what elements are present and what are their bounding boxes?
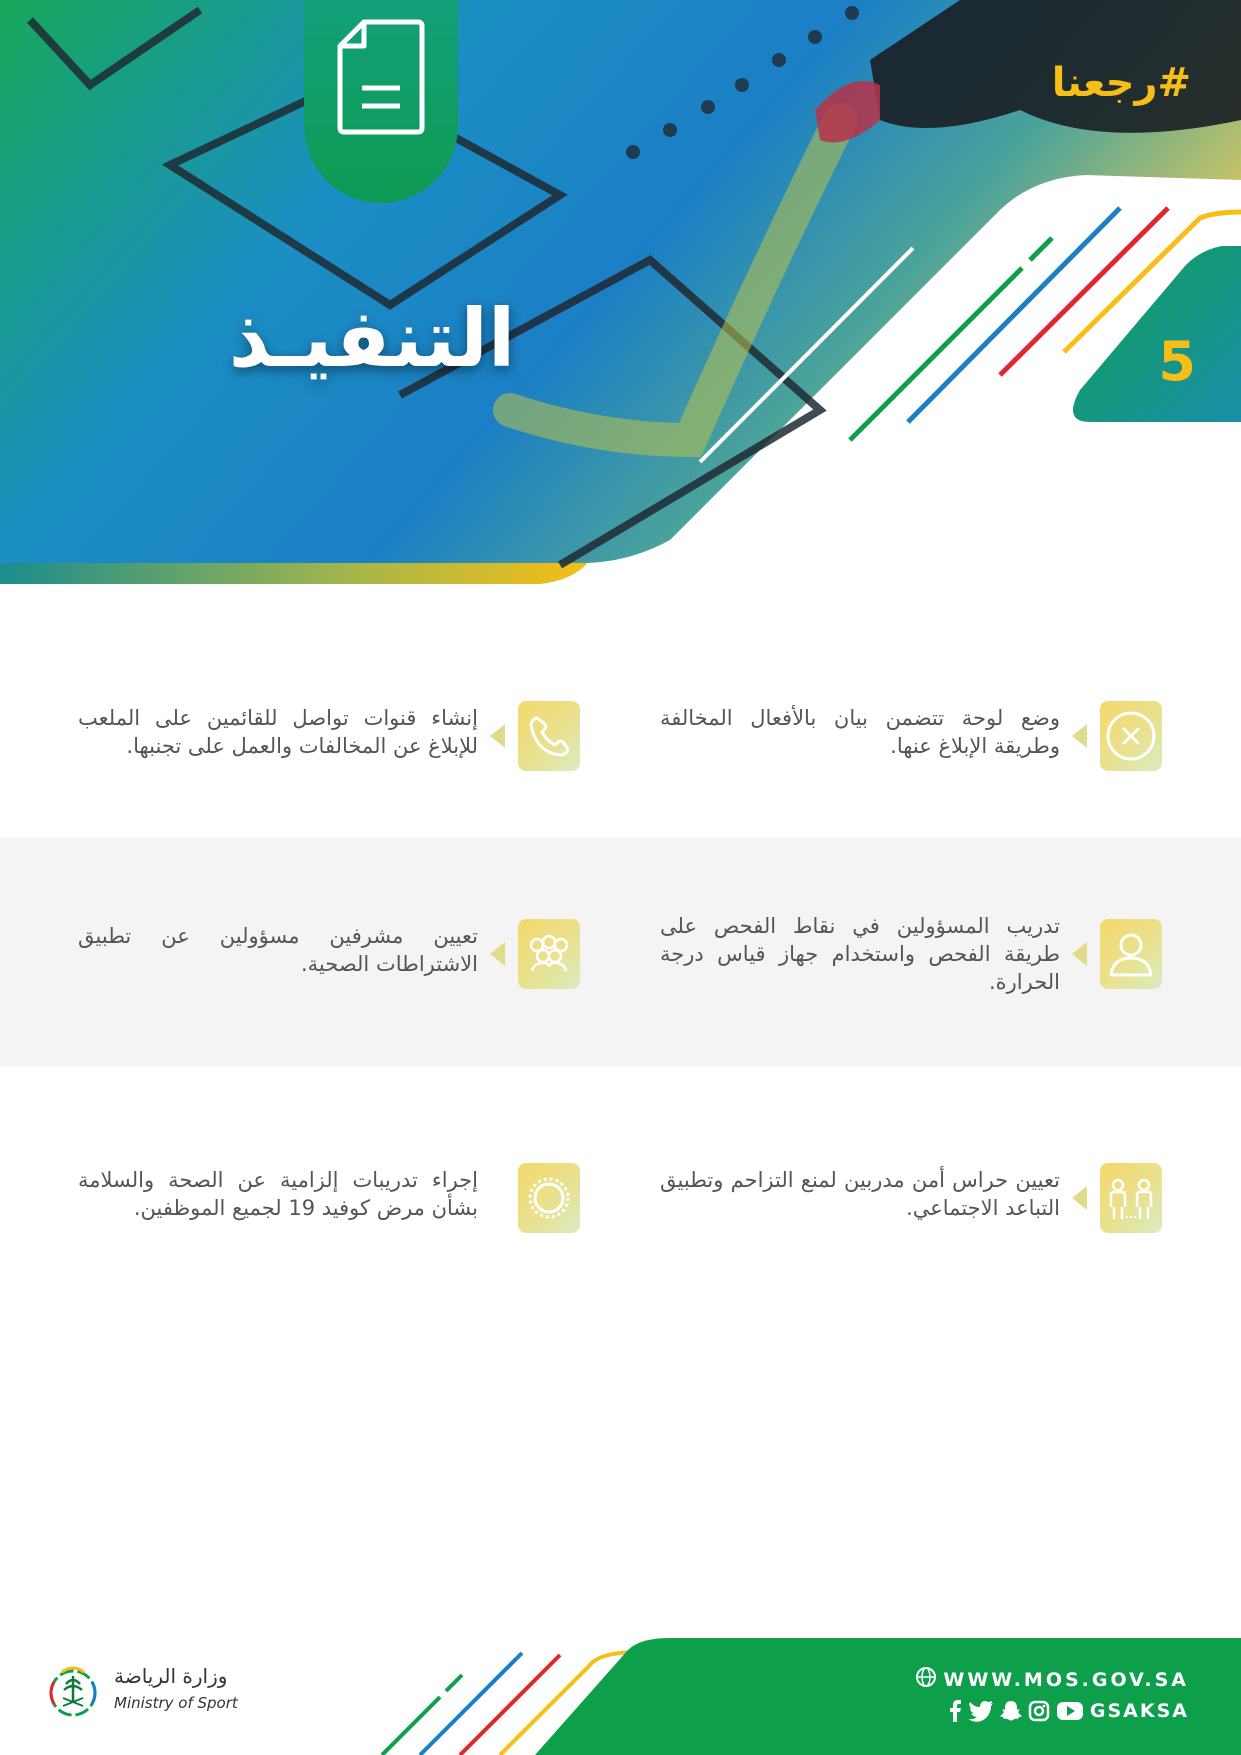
item-text: تعيين مشرفين مسؤولين عن تطبيق الاشتراطات الصحية. — [78, 924, 478, 976]
document-icon — [336, 18, 426, 136]
ministry-emblem-icon — [42, 1660, 104, 1722]
pointer-icon — [1072, 1186, 1087, 1210]
footer — [0, 1630, 1241, 1755]
website-line — [915, 1666, 1189, 1693]
icon-tile — [1100, 701, 1162, 771]
phone-icon — [522, 709, 576, 763]
hashtag-label: #رجعنا — [1051, 60, 1191, 106]
list-item — [650, 700, 1170, 780]
page-title: التنفيـذ — [228, 292, 516, 385]
icon-tile — [1100, 919, 1162, 989]
twitter-icon[interactable] — [968, 1700, 994, 1722]
item-text: إنشاء قنوات تواصل للقائمين على الملعب للإبلاغ عن المخالفات والعمل على تجنبها. — [78, 706, 478, 758]
item-text: وضع لوحة تتضمن بيان بالأفعال المخالفة وطريقة الإبلاغ عنها. — [660, 706, 1060, 758]
icon-tile — [1100, 1163, 1162, 1233]
list-item — [650, 1162, 1170, 1242]
pointer-icon — [490, 724, 505, 748]
social-handle[interactable]: GSAKSA — [1089, 1700, 1189, 1722]
ministry-logo — [42, 1660, 242, 1730]
pointer-icon — [1072, 724, 1087, 748]
social-line — [948, 1700, 1189, 1722]
list-item — [650, 914, 1170, 1018]
item-text: إجراء تدريبات إلزامية عن الصحة والسلامة بشأن مرض كوفيد 19 لجميع الموظفين. — [78, 1168, 478, 1220]
website-link[interactable]: WWW.MOS.GOV.SA — [943, 1668, 1189, 1691]
page-number: 5 — [1158, 330, 1196, 393]
globe-icon — [915, 1666, 937, 1693]
ministry-name-en: Ministry of Sport — [114, 1694, 238, 1712]
icon-tile — [518, 701, 580, 771]
group-icon — [522, 927, 576, 981]
snapchat-icon[interactable] — [1000, 1700, 1022, 1722]
list-item — [68, 1162, 588, 1242]
icon-tile — [518, 1163, 580, 1233]
virus-icon — [522, 1171, 576, 1225]
pointer-icon — [490, 942, 505, 966]
instagram-icon[interactable] — [1028, 1700, 1050, 1722]
youtube-icon[interactable] — [1056, 1700, 1084, 1722]
pointer-icon — [1072, 942, 1087, 966]
facebook-icon[interactable] — [948, 1700, 962, 1722]
distancing-icon — [1104, 1171, 1158, 1225]
icon-tile — [518, 919, 580, 989]
document-badge — [304, 0, 458, 203]
person-icon — [1104, 927, 1158, 981]
list-item — [68, 918, 588, 1018]
item-text: تعيين حراس أمن مدربين لمنع التزاحم وتطبيق التباعد الاجتماعي. — [660, 1168, 1060, 1220]
list-item — [68, 700, 588, 780]
ministry-name-ar: وزارة الرياضة — [114, 1664, 228, 1688]
hero-banner — [0, 0, 1241, 600]
item-text: تدريب المسؤولين في نقاط الفحص على طريقة الفحص واستخدام جهاز قياس درجة الحرارة. — [660, 914, 1060, 994]
close-circle-icon — [1104, 709, 1158, 763]
